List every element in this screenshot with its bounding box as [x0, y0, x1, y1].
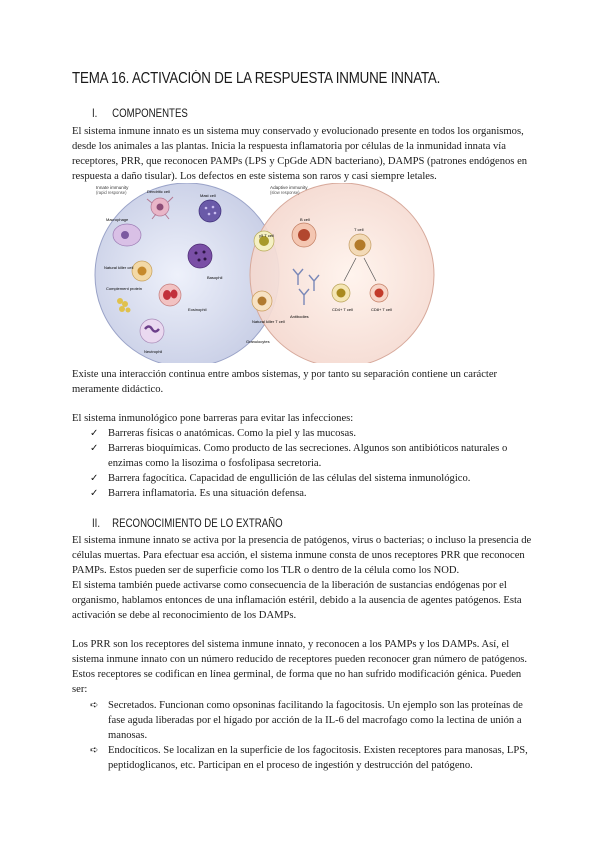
list-item: ✓ Barreras bioquímicas. Como producto de las secreciones. Algunos son antibióticos naturales o enzimas como la lisozima o fosfolipasa secretoria.: [90, 443, 508, 469]
check-icon: ✓: [90, 443, 99, 454]
innate-title: Innate immunity: [96, 185, 129, 190]
label-natural-killer-cell: Natural killer cell: [104, 265, 134, 270]
label-natural-killer-t-cell: Natural killer T cell: [252, 319, 285, 324]
check-icon: ✓: [90, 428, 99, 439]
section-heading-recognition: [92, 518, 283, 530]
eosinophil-icon: [159, 284, 181, 306]
receptors-list: [90, 698, 535, 773]
adaptive-circle: [250, 183, 434, 363]
mast-cell-icon: [199, 200, 221, 222]
label-neutrophil: Neutrophil: [144, 349, 163, 354]
neutrophil-icon: [140, 319, 164, 343]
paragraph-sterile-inflammation: El sistema también puede activarse como consecuencia de la liberación de sustancias endógenas por el organismo, hablamos entonces de una inflamación estéril, debido a la ausencia de agentes patógenos. Esta activación se debe al reconocimiento de los DAMPs.: [72, 580, 522, 621]
label-cd4-t-cell: CD4+ T cell: [332, 307, 353, 312]
section-title: COMPONENTES: [112, 108, 188, 120]
check-icon: ✓: [90, 473, 99, 484]
cd8-t-cell-icon: [370, 284, 388, 302]
label-complement-protein: Complement protein: [106, 286, 143, 291]
label-dendritic-cell: Dendritic cell: [147, 189, 170, 194]
immunity-figure: [92, 183, 447, 363]
paragraph-prr: Los PRR son los receptores del sistema inmune innato, y reconocen a los PAMPs y los DAMPs. Así, el sistema inmune innato con un número reducido de receptores pueden reconocer gran número de patógenos. Estos receptores se codifican en línea germinal, de forma que no han sufrido modificación génica. Pueden ser:: [72, 639, 528, 695]
barriers-list: [90, 426, 535, 501]
section-title: RECONOCIMIENTO DE LO EXTRAÑO: [112, 518, 283, 530]
innate-subtitle: (rapid response): [96, 190, 127, 195]
paragraph-intro: El sistema inmune innato es un sistema muy conservado y evolucionado presente en todos los organismos, desde los animales a las plantas. Inicia la respuesta inflamatoria por células de la inmunidad innata vía receptores, PRR, que reconocen PAMPs (LPS y CpGde ADN bacteriano), DAMPS (patrones endógenos en respuesta a daño tisular). Los defectos en este sistema son raros y casi siempre letales.: [72, 126, 528, 182]
list-item: ➪ Endocíticos. Se localizan en la superficie de los fagocitosis. Existen receptores para manosas, LPS, peptidoglicanos, etc. Participan en el proceso de ingestión y destrucción del patógeno.: [90, 745, 528, 771]
paragraph-activation: El sistema inmune innato se activa por la presencia de patógenos, virus o bacterias; o incluso la presencia de células muertas. Para efectuar esa acción, el sistema inmune consta de unos receptores PRR que reconocen PAMPs. Estos pueden ser de superficie como los TLR o dentro de la célula como los NOD.: [72, 535, 532, 576]
t-cell-icon: [349, 234, 371, 256]
list-item: ➪ Secretados. Funcionan como opsoninas facilitando la fagocitosis. Un ejemplo son las proteínas de fase aguda liberadas por el hígado por acción de la IL-6 del macrofago como la lectina de unión a manosas.: [90, 700, 523, 741]
arrow-icon: ➪: [90, 745, 99, 756]
natural-killer-t-cell-icon: [252, 291, 272, 311]
label-b-cell: B cell: [300, 217, 310, 222]
list-item: ✓ Barrera fagocítica. Capacidad de engullición de las células del sistema inmunológico.: [90, 473, 471, 484]
label-eosinophil: Eosinophil: [188, 307, 207, 312]
section-number: II.: [92, 518, 101, 530]
label-mast-cell: Mast cell: [200, 193, 216, 198]
cd4-t-cell-icon: [332, 284, 350, 302]
label-cd8-t-cell: CD8+ T cell: [371, 307, 392, 312]
label-antibodies: Antibodies: [290, 314, 309, 319]
list-item: ✓ Barreras físicas o anatómicas. Como la piel y las mucosas.: [90, 428, 357, 439]
adaptive-title: Adaptive immunity: [270, 185, 308, 190]
b-cell-icon: [292, 223, 316, 247]
section-heading-components: [92, 108, 188, 120]
section-number: I.: [92, 108, 98, 120]
label-gamma-delta-t-cell: γδ T cell: [259, 233, 274, 238]
basophil-icon: [188, 244, 212, 268]
label-basophil: Basophil: [207, 275, 223, 280]
paragraph-barriers-intro: El sistema inmunológico pone barreras para evitar las infecciones:: [72, 413, 354, 424]
label-granulocytes: Granulocytes: [246, 339, 270, 344]
label-macrophage: Macrophage: [106, 217, 129, 222]
page-title: TEMA 16. ACTIVACIÓN DE LA RESPUESTA INMUNE INNATA.: [72, 70, 441, 87]
macrophage-icon: [113, 224, 141, 246]
arrow-icon: ➪: [90, 700, 99, 711]
check-icon: ✓: [90, 488, 99, 499]
label-t-cell: T cell: [354, 227, 364, 232]
list-item: ✓ Barrera inflamatoria. Es una situación defensa.: [90, 488, 307, 499]
natural-killer-cell-icon: [132, 261, 152, 281]
adaptive-subtitle: (slow response): [270, 190, 300, 195]
paragraph-interaction: Existe una interacción continua entre ambos sistemas, y por tanto su separación contiene un carácter meramente didáctico.: [72, 369, 498, 395]
